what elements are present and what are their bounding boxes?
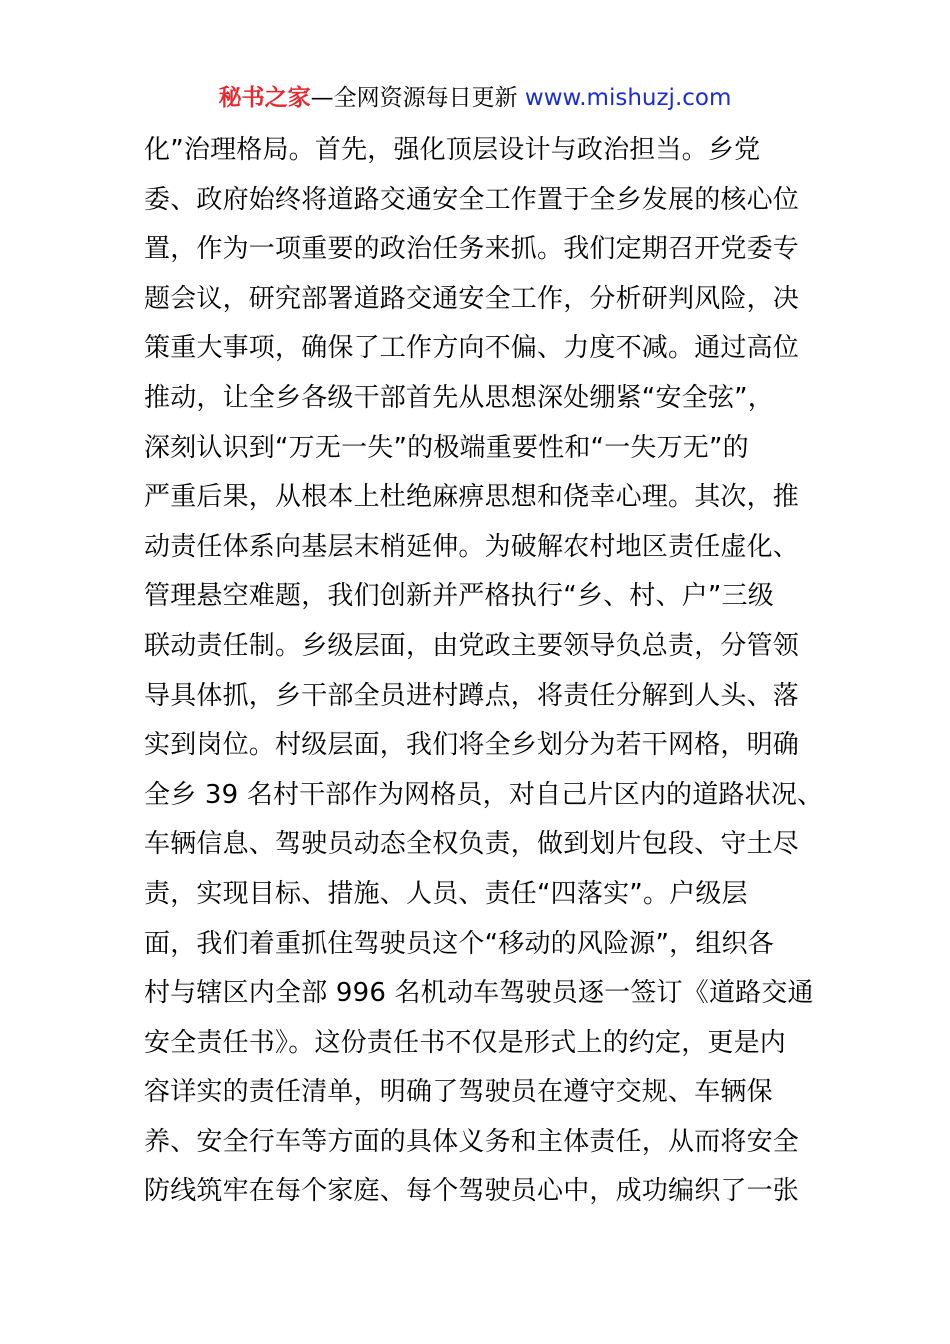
body-line: 导具体抓，乡干部全员进村蹲点，将责任分解到人头、落	[144, 680, 800, 711]
body-line: 策重大事项，确保了工作方向不偏、力度不减。通过高位	[144, 333, 800, 364]
body-line: 推动，让全乡各级干部首先从思想深处绷紧“安全弦”，	[144, 382, 774, 413]
body-line: 化”治理格局。首先，强化顶层设计与政治担当。乡党	[144, 135, 761, 165]
body-line: 动责任体系向基层末梢延伸。为破解农村地区责任虚化、	[144, 531, 800, 562]
body-line: 联动责任制。乡级层面，由党政主要领导负总责，分管领	[144, 630, 800, 661]
body-line: 容详实的责任清单，明确了驾驶员在遵守交规、车辆保	[144, 1077, 773, 1108]
body-line: 车辆信息、驾驶员动态全权负责，做到划片包段、守土尽	[144, 829, 800, 860]
site-brand: 秘书之家	[218, 85, 311, 111]
body-line: 严重后果，从根本上杜绝麻痹思想和侥幸心理。其次，推	[144, 482, 800, 513]
body-line: 委、政府始终将道路交通安全工作置于全乡发展的核心位	[144, 184, 800, 215]
site-slogan: —全网资源每日更新	[310, 85, 525, 111]
body-line: 题会议，研究部署道路交通安全工作，分析研判风险，决	[144, 283, 800, 314]
body-line: 责，实现目标、措施、人员、责任“四落实”。户级层	[144, 878, 748, 909]
body-line: 村与辖区内全部 996 名机动车驾驶员逐一签订《道路交通	[144, 978, 814, 1009]
body-line: 实到岗位。村级层面，我们将全乡划分为若干网格，明确	[144, 730, 800, 761]
body-line: 防线筑牢在每个家庭、每个驾驶员心中，成功编织了一张	[144, 1176, 800, 1207]
body-line: 养、安全行车等方面的具体义务和主体责任，从而将安全	[144, 1126, 800, 1157]
body-line: 全乡 39 名村干部作为网格员，对自己片区内的道路状况、	[144, 779, 824, 810]
site-url-link[interactable]: www.mishuzj.com	[524, 85, 732, 111]
body-line: 管理悬空难题，我们创新并严格执行“乡、村、户”三级	[144, 581, 774, 612]
body-line: 置，作为一项重要的政治任务来抓。我们定期召开党委专	[144, 234, 800, 265]
body-line: 面，我们着重抓住驾驶员这个“移动的风险源”，组织各	[144, 928, 774, 959]
document-body	[144, 126, 824, 1217]
site-header	[0, 78, 950, 118]
body-line: 安全责任书》。这份责任书不仅是形式上的约定，更是内	[144, 1027, 787, 1058]
body-line: 深刻认识到“万无一失”的极端重要性和“一失万无”的	[144, 432, 749, 463]
